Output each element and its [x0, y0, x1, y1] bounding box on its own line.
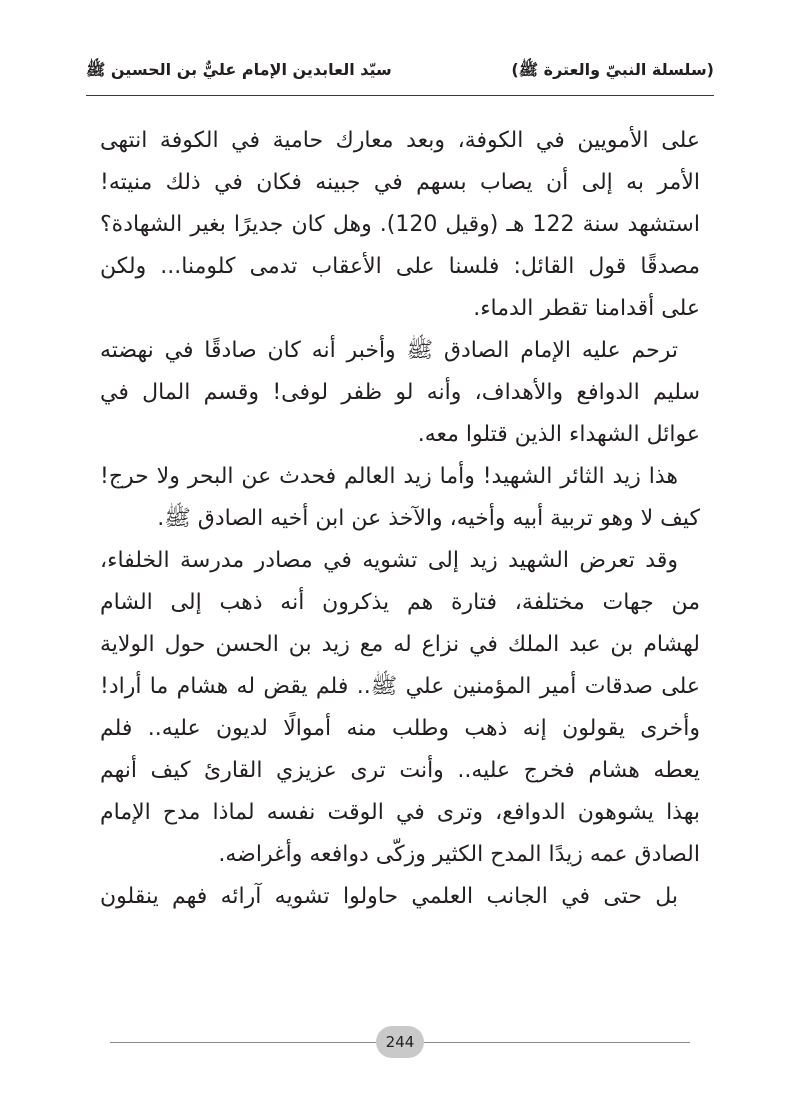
text-line: وقد تعرض الشهيد زيد إلى تشويه في مصادر مدرسة الخلفاء، [100, 548, 678, 573]
series-title: (سلسلة النبيّ والعترة ﷺ) [511, 60, 714, 79]
text-line: ترحم عليه الإمام الصادق ﷺ وأخبر أنه كان صادقًا في نهضته [100, 338, 678, 363]
text-line: يعطه هشام فخرج عليه.. وأنت ترى عزيزي القارئ كيف أنهم [100, 758, 700, 783]
text-line: هذا زيد الثائر الشهيد! وأما زيد العالم فحدث عن البحر ولا حرج! [100, 464, 678, 489]
text-line: بهذا يشوهون الدوافع، وترى في الوقت نفسه لماذا مدح الإمام [100, 800, 700, 825]
page-number-badge: 244 [376, 1026, 424, 1058]
text-line: على صدقات أمير المؤمنين علي ﷺ.. فلم يقض له هشام ما أراد! [100, 674, 700, 699]
running-header [86, 60, 714, 90]
text-line: عوائل الشهداء الذين قتلوا معه. [417, 422, 700, 447]
body-text [100, 120, 700, 980]
text-line: مصدقًا قول القائل: فلسنا على الأعقاب تدمى كلومنا... ولكن [100, 254, 700, 279]
text-line: سليم الدوافع والأهداف، وأنه لو ظفر لوفى! وقسم المال في [100, 380, 700, 405]
text-line: لهشام بن عبد الملك في نزاع له مع زيد بن الحسن حول الولاية [100, 632, 700, 657]
text-line: وأخرى يقولون إنه ذهب وطلب منه أموالًا لديون عليه.. فلم [100, 716, 700, 741]
text-line: الأمر به إلى أن يصاب بسهم في جبينه فكان في ذلك منيته! [100, 170, 700, 195]
header-divider [86, 95, 714, 96]
footer-divider-left [110, 1042, 376, 1043]
text-line: على الأمويين في الكوفة، وبعد معارك حامية في الكوفة انتهى [100, 128, 700, 153]
text-line: الصادق عمه زيدًا المدح الكثير وزكّى دوافعه وأغراضه. [218, 842, 700, 867]
text-line: بل حتى في الجانب العلمي حاولوا تشويه آرائه فهم ينقلون [100, 884, 678, 909]
text-line: استشهد سنة 122 هـ (وقيل 120). وهل كان جديرًا بغير الشهادة؟ [100, 212, 700, 237]
text-line: على أقدامنا تقطر الدماء. [473, 296, 700, 321]
text-line: كيف لا وهو تربية أبيه وأخيه، والآخذ عن ابن أخيه الصادق ﷺ. [157, 506, 700, 531]
footer-divider-right [424, 1042, 690, 1043]
text-line: من جهات مختلفة، فتارة هم يذكرون أنه ذهب إلى الشام [100, 590, 700, 615]
book-title: سيّد العابدين الإمام عليٌّ بن الحسين ﷺ [86, 60, 392, 79]
